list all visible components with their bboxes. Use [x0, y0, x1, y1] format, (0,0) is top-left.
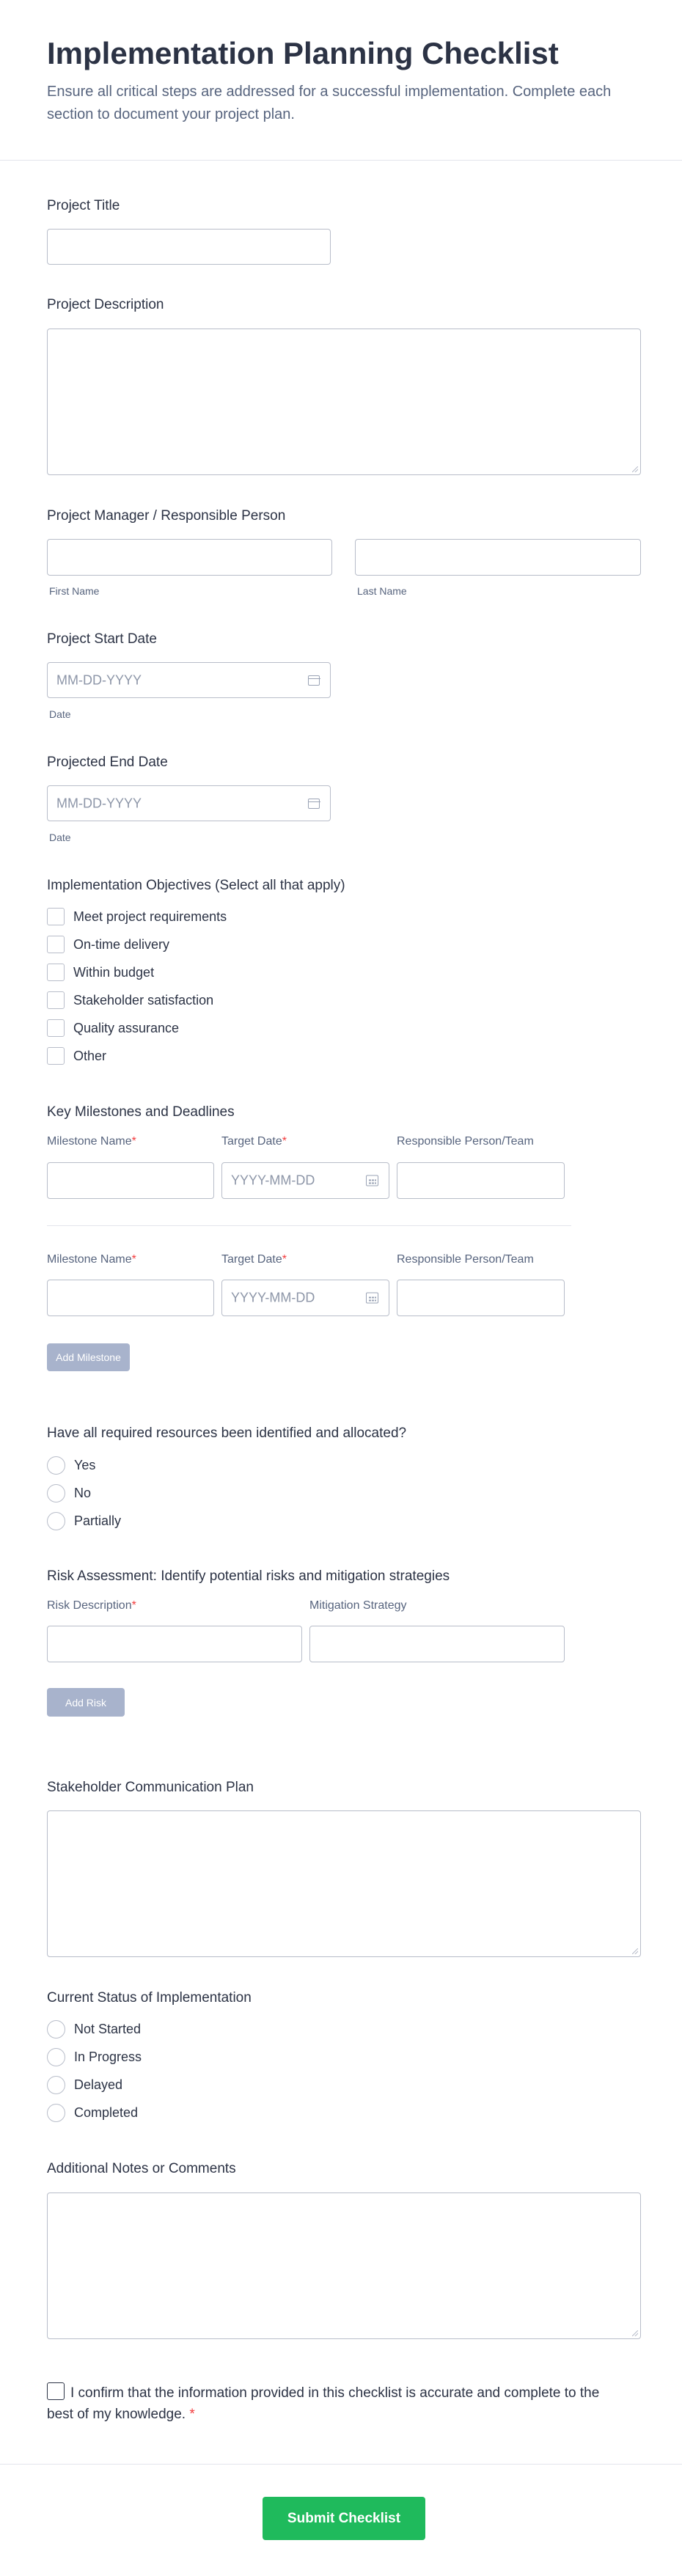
resize-handle-icon[interactable] [632, 1948, 638, 1954]
radio[interactable] [47, 2048, 65, 2066]
objective-option[interactable]: Stakeholder satisfaction [47, 991, 213, 1009]
milestone-name-input[interactable] [47, 1280, 214, 1316]
checkbox[interactable] [47, 1019, 65, 1037]
add-risk-button[interactable]: Add Risk [47, 1688, 125, 1717]
status-options [47, 2020, 340, 2138]
target-date-input[interactable]: YYYY-MM-DD [221, 1280, 389, 1316]
objective-option[interactable]: Meet project requirements [47, 908, 227, 925]
milestone-name-header: Milestone Name* [47, 1253, 136, 1266]
resource-option[interactable]: Yes [47, 1456, 95, 1475]
project-manager-label: Project Manager / Responsible Person [47, 508, 286, 524]
radio[interactable] [47, 1512, 65, 1530]
project-title-field [47, 198, 120, 214]
communication-label: Stakeholder Communication Plan [47, 1780, 254, 1795]
checkbox[interactable] [47, 936, 65, 953]
end-date-sublabel: Date [49, 832, 71, 843]
confirm-field [47, 2382, 604, 2425]
project-description-textarea[interactable] [47, 329, 641, 475]
mitigation-strategy-input[interactable] [309, 1626, 565, 1662]
target-date-header: Target Date* [221, 1135, 287, 1148]
risk-field [47, 1568, 450, 1585]
end-date-field [47, 755, 168, 771]
milestone-name-input[interactable] [47, 1162, 214, 1199]
status-option[interactable]: Not Started [47, 2020, 141, 2039]
radio[interactable] [47, 1456, 65, 1475]
notes-field [47, 2161, 236, 2177]
resize-handle-icon[interactable] [632, 2330, 638, 2336]
resource-option[interactable]: Partially [47, 1512, 121, 1530]
milestone-name-header: Milestone Name* [47, 1135, 136, 1148]
objective-option[interactable]: On-time delivery [47, 936, 169, 953]
resources-field [47, 1425, 406, 1442]
communication-field [47, 1780, 254, 1796]
status-option[interactable]: Delayed [47, 2076, 122, 2094]
target-date-input[interactable]: YYYY-MM-DD [221, 1162, 389, 1199]
checkbox[interactable] [47, 1047, 65, 1065]
confirm-checkbox[interactable] [47, 2382, 65, 2400]
add-milestone-button[interactable]: Add Milestone [47, 1343, 130, 1371]
resource-option[interactable]: No [47, 1484, 91, 1502]
calendar-icon[interactable] [366, 1175, 378, 1186]
mitigation-strategy-header: Mitigation Strategy [309, 1599, 407, 1612]
page-title: Implementation Planning Checklist [47, 36, 559, 70]
end-date-placeholder: MM-DD-YYYY [56, 796, 142, 810]
project-title-label: Project Title [47, 198, 120, 213]
radio[interactable] [47, 2104, 65, 2122]
target-date-header: Target Date* [221, 1253, 287, 1266]
start-date-sublabel: Date [49, 708, 71, 720]
resources-options [47, 1456, 340, 1544]
radio[interactable] [47, 2020, 65, 2039]
confirm-text: I confirm that the information provided in this checklist is accurate and complete to the best of my knowledge. [47, 2385, 600, 2422]
objective-option[interactable]: Other [47, 1047, 106, 1065]
status-option[interactable]: In Progress [47, 2048, 142, 2066]
responsible-person-input[interactable] [397, 1280, 565, 1316]
objective-option[interactable]: Within budget [47, 964, 154, 981]
responsible-person-header: Responsible Person/Team [397, 1253, 534, 1266]
end-date-input[interactable] [47, 785, 331, 821]
calendar-icon[interactable] [366, 1293, 378, 1304]
resources-label: Have all required resources been identified and allocated? [47, 1425, 407, 1441]
status-label: Current Status of Implementation [47, 1990, 252, 2006]
risk-label: Risk Assessment: Identify potential risks and mitigation strategies [47, 1568, 450, 1584]
start-date-label: Project Start Date [47, 631, 157, 647]
risk-description-input[interactable] [47, 1626, 302, 1662]
communication-textarea[interactable] [47, 1810, 641, 1957]
objective-option[interactable]: Quality assurance [47, 1019, 179, 1037]
row-divider [47, 1225, 571, 1226]
footer-divider [0, 2464, 682, 2465]
responsible-person-input[interactable] [397, 1162, 565, 1199]
submit-button[interactable]: Submit Checklist [263, 2497, 425, 2540]
first-name-input[interactable] [47, 539, 332, 576]
first-name-sublabel: First Name [49, 585, 100, 597]
end-date-label: Projected End Date [47, 755, 168, 770]
start-date-input[interactable] [47, 662, 331, 698]
status-field [47, 1990, 252, 2006]
objectives-field [47, 878, 345, 894]
notes-textarea[interactable] [47, 2192, 641, 2339]
status-option[interactable]: Completed [47, 2104, 138, 2122]
calendar-icon[interactable] [308, 799, 320, 809]
start-date-field [47, 631, 157, 647]
objectives-label: Implementation Objectives (Select all that apply) [47, 878, 345, 893]
calendar-icon[interactable] [308, 675, 320, 686]
form-header [0, 0, 682, 161]
responsible-person-header: Responsible Person/Team [397, 1135, 534, 1148]
checkbox[interactable] [47, 964, 65, 981]
project-manager-field [47, 508, 285, 524]
last-name-input[interactable] [355, 539, 641, 576]
required-mark: * [189, 2406, 195, 2422]
page-subtitle: Ensure all critical steps are addressed for a successful implementation. Complete each section to document your project plan. [47, 84, 612, 123]
checkbox[interactable] [47, 991, 65, 1009]
start-date-placeholder: MM-DD-YYYY [56, 672, 142, 687]
notes-label: Additional Notes or Comments [47, 2161, 236, 2176]
project-description-field [47, 297, 164, 313]
milestones-field [47, 1104, 235, 1120]
objectives-options [47, 908, 560, 1076]
radio[interactable] [47, 2076, 65, 2094]
last-name-sublabel: Last Name [357, 585, 407, 597]
milestones-label: Key Milestones and Deadlines [47, 1104, 235, 1120]
checkbox[interactable] [47, 908, 65, 925]
project-title-input[interactable] [47, 229, 331, 265]
radio[interactable] [47, 1484, 65, 1502]
project-description-label: Project Description [47, 297, 164, 312]
risk-description-header: Risk Description* [47, 1599, 136, 1612]
resize-handle-icon[interactable] [632, 466, 638, 472]
